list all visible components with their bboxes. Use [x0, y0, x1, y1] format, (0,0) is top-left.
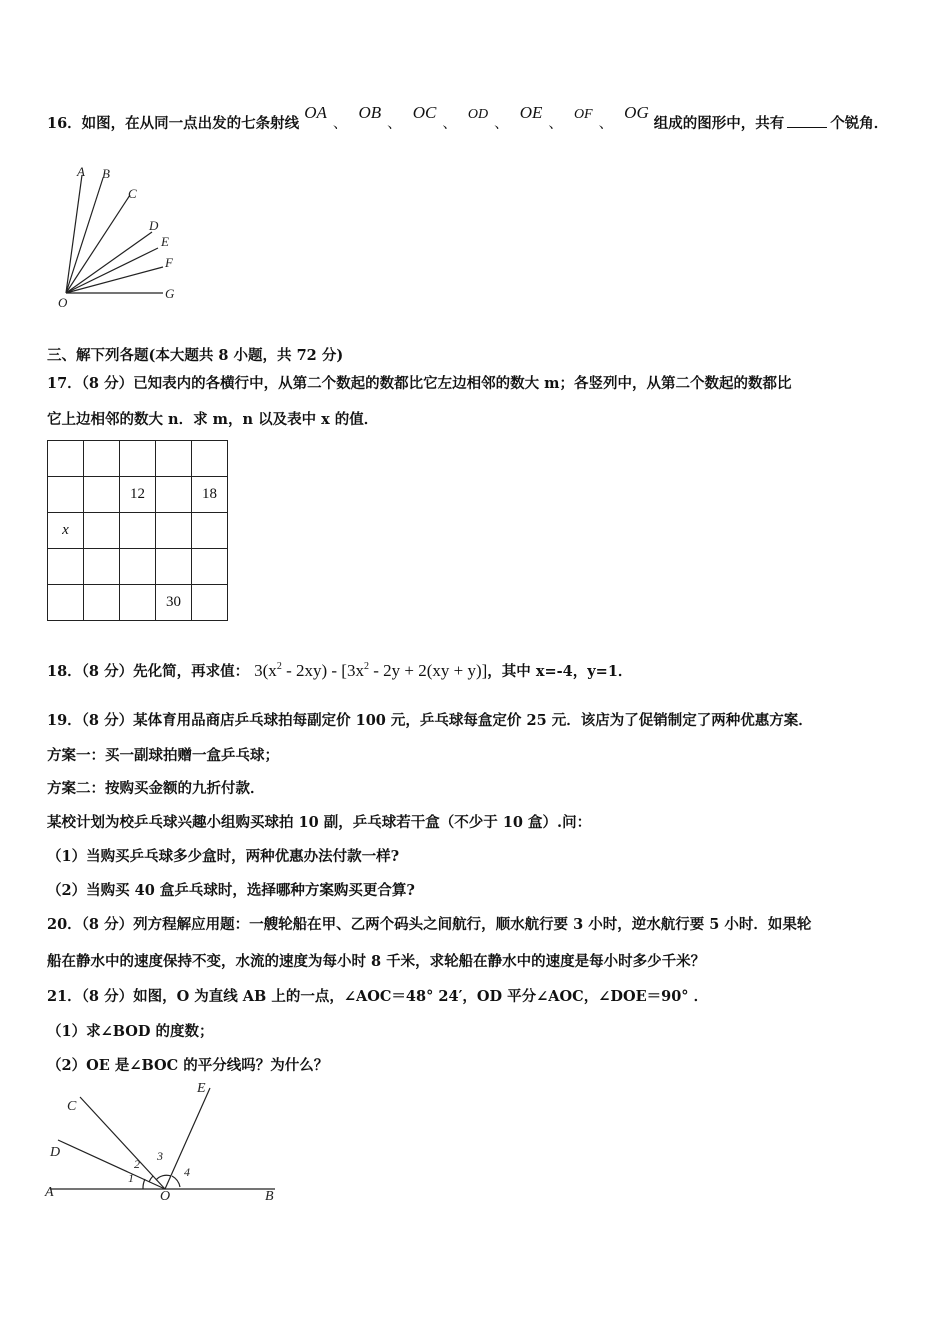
q16-prefix: 16．如图，在从同一点出发的七条射线	[47, 115, 300, 132]
table-row	[48, 441, 228, 477]
section-title: 三、解下列各题(本大题共 8 小题，共 72 分)	[47, 347, 344, 364]
table-cell	[156, 549, 192, 585]
table-cell	[48, 549, 84, 585]
table-cell: x	[48, 513, 84, 549]
label-c: C	[67, 1099, 77, 1114]
expr-part-1: 3(x	[254, 661, 277, 680]
sep-6: 、	[598, 116, 614, 132]
answer-blank	[787, 115, 827, 128]
label-2: 2	[134, 1157, 140, 1171]
table-row	[48, 477, 228, 513]
table-cell	[120, 549, 156, 585]
label-o: O	[58, 295, 68, 310]
q18-text	[47, 660, 632, 681]
q19-sub2: （2）当购买 40 盒乒乓球时，选择哪种方案购买更合算?	[47, 882, 415, 899]
q21-part2: （2）OE 是∠BOC 的平分线吗？为什么？	[47, 1057, 329, 1074]
q19-line4: 某校计划为校乒乓球兴趣小组购买球拍 10 副，乒乓球若干盒（不少于 10 盒）.问：	[47, 814, 592, 831]
table-row	[48, 585, 228, 621]
q19-plan1: 方案一：买一副球拍赠一盒乒乓球；	[47, 747, 279, 764]
label-e: E	[197, 1081, 206, 1096]
angle-arc-4	[172, 1176, 180, 1187]
table-cell	[84, 513, 120, 549]
table-row	[48, 513, 228, 549]
q18-suffix: ，其中 x=-4，y=1．	[487, 663, 633, 680]
expr-exponent-1: 2	[276, 661, 282, 672]
ray-ob: OB	[358, 103, 382, 122]
q21-angle-figure	[40, 1080, 290, 1210]
label-b: B	[265, 1189, 274, 1204]
label-a: A	[45, 1185, 54, 1200]
label-3: 3	[157, 1149, 163, 1163]
expr-part-2: - 2xy) - [3x	[281, 661, 364, 680]
table-row	[48, 549, 228, 585]
sep-1: 、	[332, 116, 348, 132]
table-cell	[156, 477, 192, 513]
ray-line-od	[66, 232, 152, 293]
table-cell	[156, 513, 192, 549]
q19-line1: 19．（8 分）某体育用品商店乒乓球拍每副定价 100 元，乒乓球每盒定价 25 元．该店为了促销制定了两种优惠方案．	[47, 712, 813, 729]
ray-line-ob	[66, 178, 103, 293]
q16-suffix-b: 个锐角．	[830, 115, 889, 132]
q18-prefix: 18．（8 分）先化简，再求值：	[47, 663, 250, 680]
q16-suffix-a: 组成的图形中，共有	[653, 115, 785, 132]
q18-expression	[254, 661, 487, 680]
q16-rays-figure	[50, 160, 190, 310]
ray-oc-line	[80, 1097, 165, 1189]
label-c: C	[128, 186, 137, 201]
q19-plan2: 方案二：按购买金额的九折付款．	[47, 780, 265, 797]
label-f: F	[165, 255, 173, 270]
table-cell	[84, 549, 120, 585]
sep-4: 、	[494, 116, 509, 132]
ray-oa: OA	[304, 103, 327, 122]
q17-line2: 它上边相邻的数大 n．求 m，n 以及表中 x 的值．	[47, 411, 379, 428]
q16-text	[47, 103, 889, 133]
angle-arc-2	[149, 1176, 153, 1182]
sep-5: 、	[548, 116, 563, 132]
label-g: G	[165, 286, 175, 301]
label-e: E	[161, 234, 169, 249]
table-cell	[192, 549, 228, 585]
table-cell	[84, 441, 120, 477]
q21-line1: 21．（8 分）如图，O 为直线 AB 上的一点，∠AOC＝48° 24′，OD 平分∠AOC，∠DOE＝90° ．	[47, 988, 709, 1005]
angle-arc-1	[143, 1179, 145, 1189]
q20-line2: 船在静水中的速度保持不变，水流的速度为每小时 8 千米，求轮船在静水中的速度是每小时多少千米？	[47, 953, 706, 970]
label-4: 4	[184, 1165, 190, 1179]
ray-of: OF	[573, 107, 593, 122]
label-d: D	[149, 218, 159, 233]
expr-part-3: - 2y + 2(xy + y)]	[368, 661, 488, 680]
table-cell	[84, 585, 120, 621]
table-cell	[120, 441, 156, 477]
q19-sub1: （1）当购买乒乓球多少盒时，两种优惠办法付款一样?	[47, 848, 400, 865]
table-cell	[156, 441, 192, 477]
table-cell	[192, 441, 228, 477]
table-cell	[48, 585, 84, 621]
label-d: D	[50, 1145, 61, 1160]
sep-3: 、	[442, 116, 457, 132]
expr-exponent-2: 2	[363, 661, 369, 672]
ray-oc: OC	[412, 103, 437, 122]
table-cell	[84, 477, 120, 513]
sep-2: 、	[387, 116, 402, 132]
label-b: B	[102, 166, 110, 181]
ray-oe: OE	[519, 103, 543, 122]
table-cell: 12	[120, 477, 156, 513]
ray-line-oe	[66, 248, 158, 293]
table-cell: 30	[156, 585, 192, 621]
label-1: 1	[128, 1171, 134, 1185]
ray-og: OG	[624, 103, 649, 122]
label-o: O	[160, 1189, 171, 1204]
table-cell	[120, 585, 156, 621]
ray-od: OD	[467, 107, 489, 122]
q17-line1: 17．（8 分）已知表内的各横行中，从第二个数起的数都比它左边相邻的数大 m；各竖列中，从第二个数起的数都比	[47, 375, 792, 392]
q20-line1: 20．（8 分）列方程解应用题：一艘轮船在甲、乙两个码头之间航行，顺水航行要 3 小时，逆水航行要 5 小时．如果轮	[47, 916, 812, 933]
label-a: A	[77, 164, 85, 179]
table-cell	[192, 585, 228, 621]
table-cell: 18	[192, 477, 228, 513]
table-cell	[48, 477, 84, 513]
q21-part1: （1）求∠BOD 的度数；	[47, 1023, 214, 1040]
ray-line-oa	[66, 175, 82, 293]
table-cell	[192, 513, 228, 549]
table-cell	[48, 441, 84, 477]
q17-number-table	[47, 440, 228, 621]
table-cell	[120, 513, 156, 549]
